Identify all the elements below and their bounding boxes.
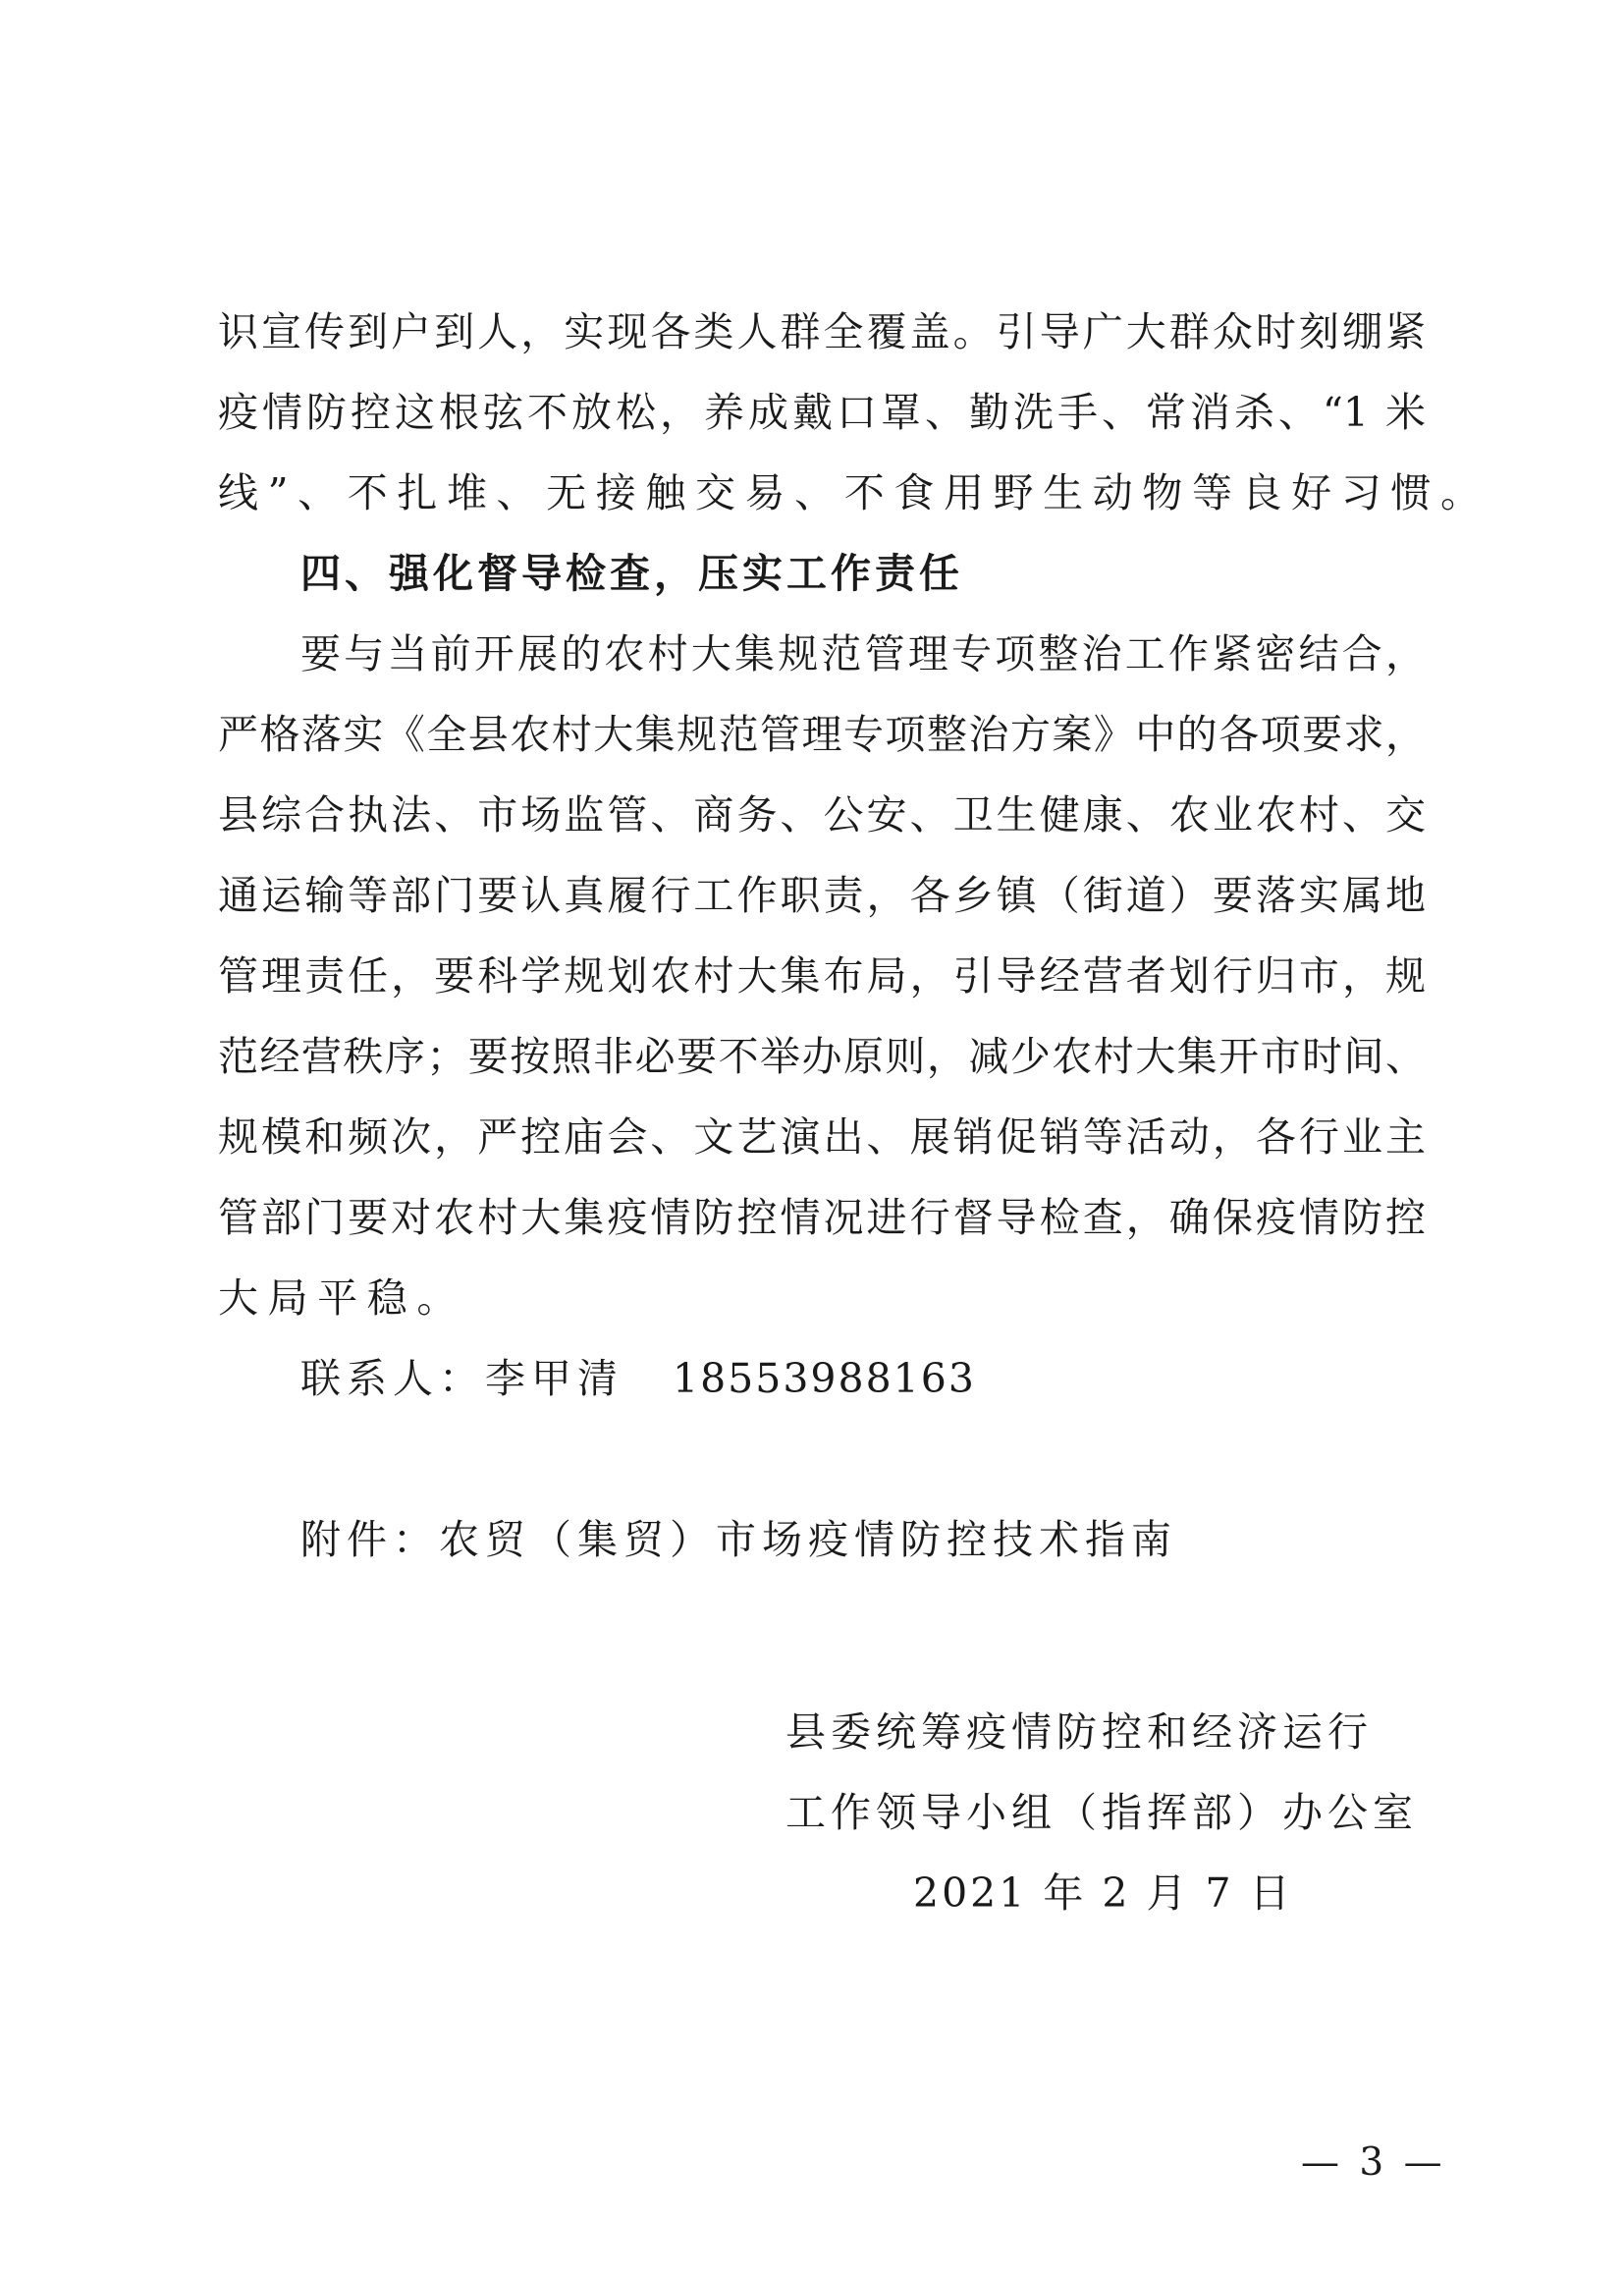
contact-line [300,1355,976,1402]
paragraph-line: 通运输等部门要认真履行工作职责，各乡镇（街道）要落实属地 [218,872,1426,919]
paragraph-line: 疫情防控这根弦不放松，养成戴口罩、勤洗手、常消杀、“1 米 [218,389,1426,436]
paragraph-line: 大局平稳。 [218,1274,466,1322]
paragraph-line: 管理责任，要科学规划农村大集布局，引导经营者划行归市，规 [218,952,1426,1000]
signature-org-line1: 县委统筹疫情防控和经济运行 [785,1708,1373,1756]
paragraph-line: 识宣传到户到人，实现各类人群全覆盖。引导广大群众时刻绷紧 [218,308,1426,355]
contact-phone: 18553988163 [673,1355,976,1402]
paragraph-line: 严格落实《全县农村大集规范管理专项整治方案》中的各项要求， [218,711,1426,758]
section-heading: 四、强化督导检查，压实工作责任 [300,550,963,597]
contact-label: 联系人：李甲清 [300,1355,623,1402]
paragraph-line: 要与当前开展的农村大集规范管理专项整治工作紧密结合， [300,630,1426,677]
signature-date: 2021 年 2 月 7 日 [913,1869,1293,1917]
paragraph-line: 范经营秩序；要按照非必要不举办原则，减少农村大集开市时间、 [218,1033,1426,1080]
attachment-line: 附件：农贸（集贸）市场疫情防控技术指南 [300,1516,1177,1563]
paragraph-line: 管部门要对农村大集疫情防控情况进行督导检查，确保疫情防控 [218,1194,1426,1241]
paragraph-line: 线”、不扎堆、无接触交易、不食用野生动物等良好习惯。 [218,469,1490,516]
page-number: — 3 — [1301,2140,1446,2185]
signature-org-line2: 工作领导小组（指挥部）办公室 [785,1789,1418,1836]
paragraph-line: 县综合执法、市场监管、商务、公安、卫生健康、农业农村、交 [218,791,1426,839]
paragraph-line: 规模和频次，严控庙会、文艺演出、展销促销等活动，各行业主 [218,1113,1426,1161]
